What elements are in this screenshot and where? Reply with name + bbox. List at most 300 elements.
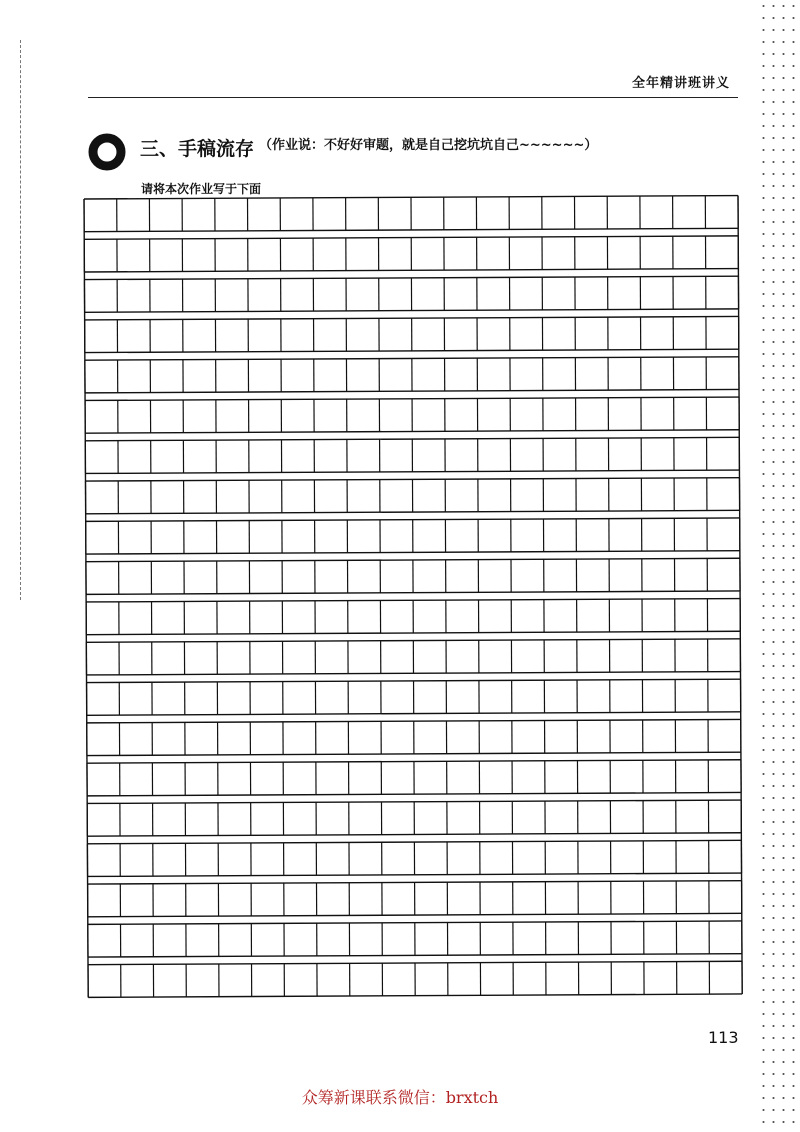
grid-cell[interactable]: [706, 276, 739, 309]
grid-cell[interactable]: [149, 198, 182, 231]
grid-cell[interactable]: [510, 438, 543, 471]
grid-cell[interactable]: [282, 560, 315, 593]
grid-cell[interactable]: [349, 883, 382, 916]
grid-cell[interactable]: [249, 561, 282, 594]
grid-cell[interactable]: [479, 721, 512, 754]
grid-cell[interactable]: [445, 439, 478, 472]
grid-cell[interactable]: [640, 277, 673, 310]
grid-cell[interactable]: [675, 599, 708, 632]
grid-cell[interactable]: [117, 199, 150, 232]
grid-cell[interactable]: [380, 439, 413, 472]
grid-cell[interactable]: [346, 197, 379, 230]
grid-cell[interactable]: [316, 842, 349, 875]
grid-cell[interactable]: [379, 399, 412, 432]
grid-cell[interactable]: [411, 237, 444, 270]
grid-cell[interactable]: [480, 922, 513, 955]
grid-cell[interactable]: [708, 679, 741, 712]
grid-cell[interactable]: [414, 681, 447, 714]
grid-cell[interactable]: [283, 762, 316, 795]
grid-cell[interactable]: [186, 883, 219, 916]
grid-cell[interactable]: [117, 239, 150, 272]
grid-cell[interactable]: [249, 399, 282, 432]
grid-cell[interactable]: [643, 720, 676, 753]
grid-cell[interactable]: [575, 317, 608, 350]
grid-cell[interactable]: [642, 559, 675, 592]
grid-cell[interactable]: [446, 600, 479, 633]
grid-cell[interactable]: [675, 679, 708, 712]
grid-cell[interactable]: [314, 319, 347, 352]
grid-cell[interactable]: [544, 599, 577, 632]
grid-cell[interactable]: [546, 922, 579, 955]
grid-cell[interactable]: [611, 921, 644, 954]
grid-cell[interactable]: [642, 639, 675, 672]
grid-cell[interactable]: [382, 963, 415, 996]
grid-cell[interactable]: [185, 762, 218, 795]
grid-cell[interactable]: [182, 239, 215, 272]
grid-cell[interactable]: [350, 963, 383, 996]
grid-cell[interactable]: [250, 601, 283, 634]
grid-cell[interactable]: [611, 962, 644, 995]
grid-cell[interactable]: [120, 884, 153, 917]
grid-cell[interactable]: [284, 843, 317, 876]
grid-cell[interactable]: [182, 198, 215, 231]
grid-cell[interactable]: [444, 318, 477, 351]
grid-cell[interactable]: [576, 398, 609, 431]
grid-cell[interactable]: [185, 722, 218, 755]
grid-cell[interactable]: [643, 800, 676, 833]
grid-cell[interactable]: [346, 318, 379, 351]
grid-cell[interactable]: [609, 478, 642, 511]
grid-cell[interactable]: [153, 964, 186, 997]
grid-cell[interactable]: [251, 843, 284, 876]
grid-cell[interactable]: [707, 599, 740, 632]
grid-cell[interactable]: [545, 882, 578, 915]
grid-cell[interactable]: [282, 601, 315, 634]
grid-cell[interactable]: [282, 480, 315, 513]
grid-cell[interactable]: [674, 518, 707, 551]
grid-cell[interactable]: [185, 843, 218, 876]
grid-cell[interactable]: [512, 680, 545, 713]
grid-cell[interactable]: [611, 881, 644, 914]
grid-cell[interactable]: [184, 561, 217, 594]
grid-cell[interactable]: [313, 278, 346, 311]
grid-cell[interactable]: [84, 239, 117, 272]
grid-cell[interactable]: [87, 844, 120, 877]
grid-cell[interactable]: [381, 681, 414, 714]
grid-cell[interactable]: [412, 318, 445, 351]
grid-cell[interactable]: [119, 642, 152, 675]
grid-cell[interactable]: [380, 600, 413, 633]
grid-cell[interactable]: [545, 720, 578, 753]
grid-cell[interactable]: [346, 278, 379, 311]
grid-cell[interactable]: [316, 802, 349, 835]
grid-cell[interactable]: [347, 399, 380, 432]
grid-cell[interactable]: [283, 641, 316, 674]
grid-cell[interactable]: [512, 761, 545, 794]
grid-cell[interactable]: [249, 520, 282, 553]
grid-cell[interactable]: [84, 279, 117, 312]
grid-cell[interactable]: [314, 399, 347, 432]
grid-cell[interactable]: [676, 841, 709, 874]
grid-cell[interactable]: [642, 599, 675, 632]
grid-cell[interactable]: [610, 801, 643, 834]
grid-cell[interactable]: [346, 359, 379, 392]
grid-cell[interactable]: [447, 842, 480, 875]
grid-cell[interactable]: [185, 803, 218, 836]
grid-cell[interactable]: [610, 720, 643, 753]
grid-cell[interactable]: [150, 279, 183, 312]
grid-cell[interactable]: [314, 480, 347, 513]
grid-cell[interactable]: [117, 279, 150, 312]
grid-cell[interactable]: [218, 722, 251, 755]
grid-cell[interactable]: [183, 279, 216, 312]
grid-cell[interactable]: [316, 762, 349, 795]
grid-cell[interactable]: [249, 440, 282, 473]
grid-cell[interactable]: [184, 480, 217, 513]
grid-cell[interactable]: [509, 197, 542, 230]
grid-cell[interactable]: [281, 440, 314, 473]
grid-cell[interactable]: [118, 481, 151, 514]
grid-cell[interactable]: [479, 640, 512, 673]
grid-cell[interactable]: [575, 196, 608, 229]
grid-cell[interactable]: [673, 357, 706, 390]
grid-cell[interactable]: [281, 319, 314, 352]
grid-cell[interactable]: [414, 761, 447, 794]
grid-cell[interactable]: [348, 600, 381, 633]
grid-cell[interactable]: [478, 559, 511, 592]
grid-cell[interactable]: [707, 518, 740, 551]
writing-grid[interactable]: [82, 194, 744, 1007]
grid-cell[interactable]: [250, 641, 283, 674]
grid-cell[interactable]: [87, 723, 120, 756]
grid-cell[interactable]: [186, 924, 219, 957]
grid-cell[interactable]: [349, 842, 382, 875]
grid-cell[interactable]: [577, 760, 610, 793]
grid-cell[interactable]: [642, 680, 675, 713]
grid-cell[interactable]: [216, 359, 249, 392]
grid-cell[interactable]: [641, 397, 674, 430]
grid-cell[interactable]: [512, 841, 545, 874]
grid-cell[interactable]: [676, 881, 709, 914]
grid-cell[interactable]: [118, 521, 151, 554]
grid-cell[interactable]: [414, 802, 447, 835]
grid-cell[interactable]: [477, 237, 510, 270]
grid-cell[interactable]: [316, 722, 349, 755]
grid-cell[interactable]: [150, 239, 183, 272]
grid-cell[interactable]: [85, 320, 118, 353]
grid-cell[interactable]: [478, 439, 511, 472]
grid-cell[interactable]: [218, 843, 251, 876]
grid-cell[interactable]: [643, 841, 676, 874]
grid-cell[interactable]: [88, 924, 121, 957]
grid-cell[interactable]: [88, 965, 121, 998]
grid-cell[interactable]: [479, 600, 512, 633]
grid-cell[interactable]: [511, 559, 544, 592]
grid-cell[interactable]: [280, 238, 313, 271]
grid-cell[interactable]: [478, 479, 511, 512]
grid-cell[interactable]: [283, 722, 316, 755]
grid-cell[interactable]: [215, 279, 248, 312]
grid-cell[interactable]: [641, 478, 674, 511]
grid-cell[interactable]: [511, 600, 544, 633]
grid-cell[interactable]: [118, 360, 151, 393]
grid-cell[interactable]: [315, 560, 348, 593]
grid-cell[interactable]: [608, 357, 641, 390]
grid-cell[interactable]: [281, 359, 314, 392]
grid-cell[interactable]: [545, 841, 578, 874]
grid-cell[interactable]: [510, 358, 543, 391]
grid-cell[interactable]: [706, 397, 739, 430]
grid-cell[interactable]: [85, 360, 118, 393]
grid-cell[interactable]: [480, 842, 513, 875]
grid-cell[interactable]: [676, 921, 709, 954]
grid-cell[interactable]: [218, 762, 251, 795]
grid-cell[interactable]: [216, 480, 249, 513]
grid-cell[interactable]: [611, 841, 644, 874]
grid-cell[interactable]: [479, 761, 512, 794]
grid-cell[interactable]: [88, 884, 121, 917]
grid-cell[interactable]: [707, 558, 740, 591]
grid-cell[interactable]: [478, 519, 511, 552]
grid-cell[interactable]: [412, 439, 445, 472]
grid-cell[interactable]: [150, 400, 183, 433]
grid-cell[interactable]: [379, 238, 412, 271]
grid-cell[interactable]: [251, 802, 284, 835]
grid-cell[interactable]: [579, 962, 612, 995]
grid-cell[interactable]: [413, 560, 446, 593]
grid-cell[interactable]: [216, 440, 249, 473]
grid-cell[interactable]: [219, 924, 252, 957]
grid-cell[interactable]: [643, 881, 676, 914]
grid-cell[interactable]: [511, 519, 544, 552]
grid-cell[interactable]: [382, 882, 415, 915]
grid-cell[interactable]: [217, 641, 250, 674]
grid-cell[interactable]: [575, 277, 608, 310]
grid-cell[interactable]: [544, 680, 577, 713]
grid-cell[interactable]: [118, 400, 151, 433]
grid-cell[interactable]: [446, 560, 479, 593]
grid-cell[interactable]: [610, 760, 643, 793]
grid-cell[interactable]: [673, 196, 706, 229]
grid-cell[interactable]: [381, 641, 414, 674]
grid-cell[interactable]: [674, 478, 707, 511]
grid-cell[interactable]: [249, 480, 282, 513]
grid-cell[interactable]: [313, 198, 346, 231]
grid-cell[interactable]: [575, 357, 608, 390]
grid-cell[interactable]: [85, 400, 118, 433]
grid-cell[interactable]: [284, 883, 317, 916]
grid-cell[interactable]: [705, 196, 738, 229]
grid-cell[interactable]: [447, 801, 480, 834]
grid-cell[interactable]: [609, 559, 642, 592]
grid-cell[interactable]: [216, 521, 249, 554]
grid-cell[interactable]: [215, 238, 248, 271]
grid-cell[interactable]: [445, 398, 478, 431]
grid-cell[interactable]: [444, 278, 477, 311]
grid-cell[interactable]: [86, 602, 119, 635]
grid-cell[interactable]: [607, 236, 640, 269]
grid-cell[interactable]: [709, 921, 742, 954]
grid-cell[interactable]: [152, 642, 185, 675]
grid-cell[interactable]: [444, 197, 477, 230]
grid-cell[interactable]: [513, 882, 546, 915]
grid-cell[interactable]: [315, 520, 348, 553]
grid-cell[interactable]: [217, 561, 250, 594]
grid-cell[interactable]: [118, 440, 151, 473]
grid-cell[interactable]: [379, 358, 412, 391]
grid-cell[interactable]: [411, 278, 444, 311]
grid-cell[interactable]: [543, 398, 576, 431]
grid-cell[interactable]: [151, 561, 184, 594]
grid-cell[interactable]: [578, 922, 611, 955]
grid-cell[interactable]: [543, 479, 576, 512]
grid-cell[interactable]: [183, 440, 216, 473]
grid-cell[interactable]: [578, 841, 611, 874]
grid-cell[interactable]: [413, 600, 446, 633]
grid-cell[interactable]: [380, 479, 413, 512]
grid-cell[interactable]: [314, 359, 347, 392]
grid-cell[interactable]: [348, 721, 381, 754]
grid-cell[interactable]: [317, 923, 350, 956]
grid-cell[interactable]: [544, 559, 577, 592]
grid-cell[interactable]: [250, 762, 283, 795]
grid-cell[interactable]: [121, 964, 154, 997]
grid-cell[interactable]: [709, 881, 742, 914]
grid-cell[interactable]: [415, 963, 448, 996]
grid-cell[interactable]: [674, 438, 707, 471]
grid-cell[interactable]: [250, 722, 283, 755]
grid-cell[interactable]: [608, 438, 641, 471]
grid-cell[interactable]: [640, 196, 673, 229]
grid-cell[interactable]: [119, 561, 152, 594]
grid-cell[interactable]: [119, 723, 152, 756]
grid-cell[interactable]: [445, 358, 478, 391]
grid-cell[interactable]: [347, 439, 380, 472]
grid-cell[interactable]: [477, 318, 510, 351]
grid-cell[interactable]: [382, 923, 415, 956]
grid-cell[interactable]: [445, 479, 478, 512]
grid-cell[interactable]: [153, 884, 186, 917]
grid-cell[interactable]: [411, 197, 444, 230]
grid-cell[interactable]: [248, 198, 281, 231]
grid-cell[interactable]: [607, 196, 640, 229]
grid-cell[interactable]: [412, 358, 445, 391]
grid-cell[interactable]: [283, 681, 316, 714]
grid-cell[interactable]: [480, 801, 513, 834]
grid-cell[interactable]: [152, 722, 185, 755]
grid-cell[interactable]: [512, 801, 545, 834]
grid-cell[interactable]: [218, 803, 251, 836]
grid-cell[interactable]: [511, 479, 544, 512]
grid-cell[interactable]: [543, 358, 576, 391]
grid-cell[interactable]: [381, 761, 414, 794]
grid-cell[interactable]: [545, 801, 578, 834]
grid-cell[interactable]: [251, 923, 284, 956]
grid-cell[interactable]: [578, 801, 611, 834]
grid-cell[interactable]: [413, 640, 446, 673]
grid-cell[interactable]: [608, 398, 641, 431]
grid-cell[interactable]: [252, 964, 285, 997]
grid-cell[interactable]: [415, 882, 448, 915]
grid-cell[interactable]: [316, 883, 349, 916]
grid-cell[interactable]: [153, 924, 186, 957]
grid-cell[interactable]: [708, 800, 741, 833]
grid-cell[interactable]: [510, 317, 543, 350]
grid-cell[interactable]: [150, 360, 183, 393]
grid-cell[interactable]: [675, 639, 708, 672]
grid-cell[interactable]: [185, 682, 218, 715]
grid-cell[interactable]: [117, 320, 150, 353]
grid-cell[interactable]: [248, 238, 281, 271]
grid-cell[interactable]: [677, 961, 710, 994]
grid-cell[interactable]: [610, 639, 643, 672]
grid-cell[interactable]: [709, 840, 742, 873]
grid-cell[interactable]: [248, 279, 281, 312]
grid-cell[interactable]: [673, 317, 706, 350]
grid-cell[interactable]: [281, 399, 314, 432]
grid-cell[interactable]: [87, 803, 120, 836]
grid-cell[interactable]: [511, 640, 544, 673]
grid-cell[interactable]: [284, 923, 317, 956]
grid-cell[interactable]: [348, 641, 381, 674]
grid-cell[interactable]: [413, 520, 446, 553]
grid-cell[interactable]: [448, 963, 481, 996]
grid-cell[interactable]: [512, 720, 545, 753]
grid-cell[interactable]: [542, 196, 575, 229]
grid-cell[interactable]: [477, 277, 510, 310]
grid-cell[interactable]: [120, 843, 153, 876]
grid-cell[interactable]: [217, 682, 250, 715]
grid-cell[interactable]: [708, 719, 741, 752]
grid-cell[interactable]: [215, 198, 248, 231]
grid-cell[interactable]: [448, 922, 481, 955]
grid-cell[interactable]: [313, 238, 346, 271]
grid-cell[interactable]: [608, 277, 641, 310]
grid-cell[interactable]: [381, 721, 414, 754]
grid-cell[interactable]: [184, 521, 217, 554]
grid-cell[interactable]: [643, 760, 676, 793]
grid-cell[interactable]: [150, 319, 183, 352]
grid-cell[interactable]: [577, 720, 610, 753]
grid-cell[interactable]: [281, 278, 314, 311]
grid-cell[interactable]: [609, 518, 642, 551]
grid-cell[interactable]: [510, 277, 543, 310]
grid-cell[interactable]: [641, 357, 674, 390]
grid-cell[interactable]: [447, 761, 480, 794]
grid-cell[interactable]: [676, 760, 709, 793]
grid-cell[interactable]: [216, 400, 249, 433]
grid-cell[interactable]: [545, 761, 578, 794]
grid-cell[interactable]: [610, 680, 643, 713]
writing-grid-svg[interactable]: [82, 194, 744, 1007]
grid-cell[interactable]: [444, 237, 477, 270]
grid-cell[interactable]: [708, 760, 741, 793]
grid-cell[interactable]: [546, 962, 579, 995]
grid-cell[interactable]: [184, 601, 217, 634]
grid-cell[interactable]: [480, 882, 513, 915]
grid-cell[interactable]: [708, 639, 741, 672]
grid-cell[interactable]: [186, 964, 219, 997]
grid-cell[interactable]: [576, 519, 609, 552]
grid-cell[interactable]: [445, 519, 478, 552]
grid-cell[interactable]: [576, 478, 609, 511]
grid-cell[interactable]: [347, 480, 380, 513]
grid-cell[interactable]: [314, 439, 347, 472]
grid-cell[interactable]: [87, 682, 120, 715]
grid-cell[interactable]: [412, 479, 445, 512]
grid-cell[interactable]: [250, 682, 283, 715]
grid-cell[interactable]: [215, 319, 248, 352]
